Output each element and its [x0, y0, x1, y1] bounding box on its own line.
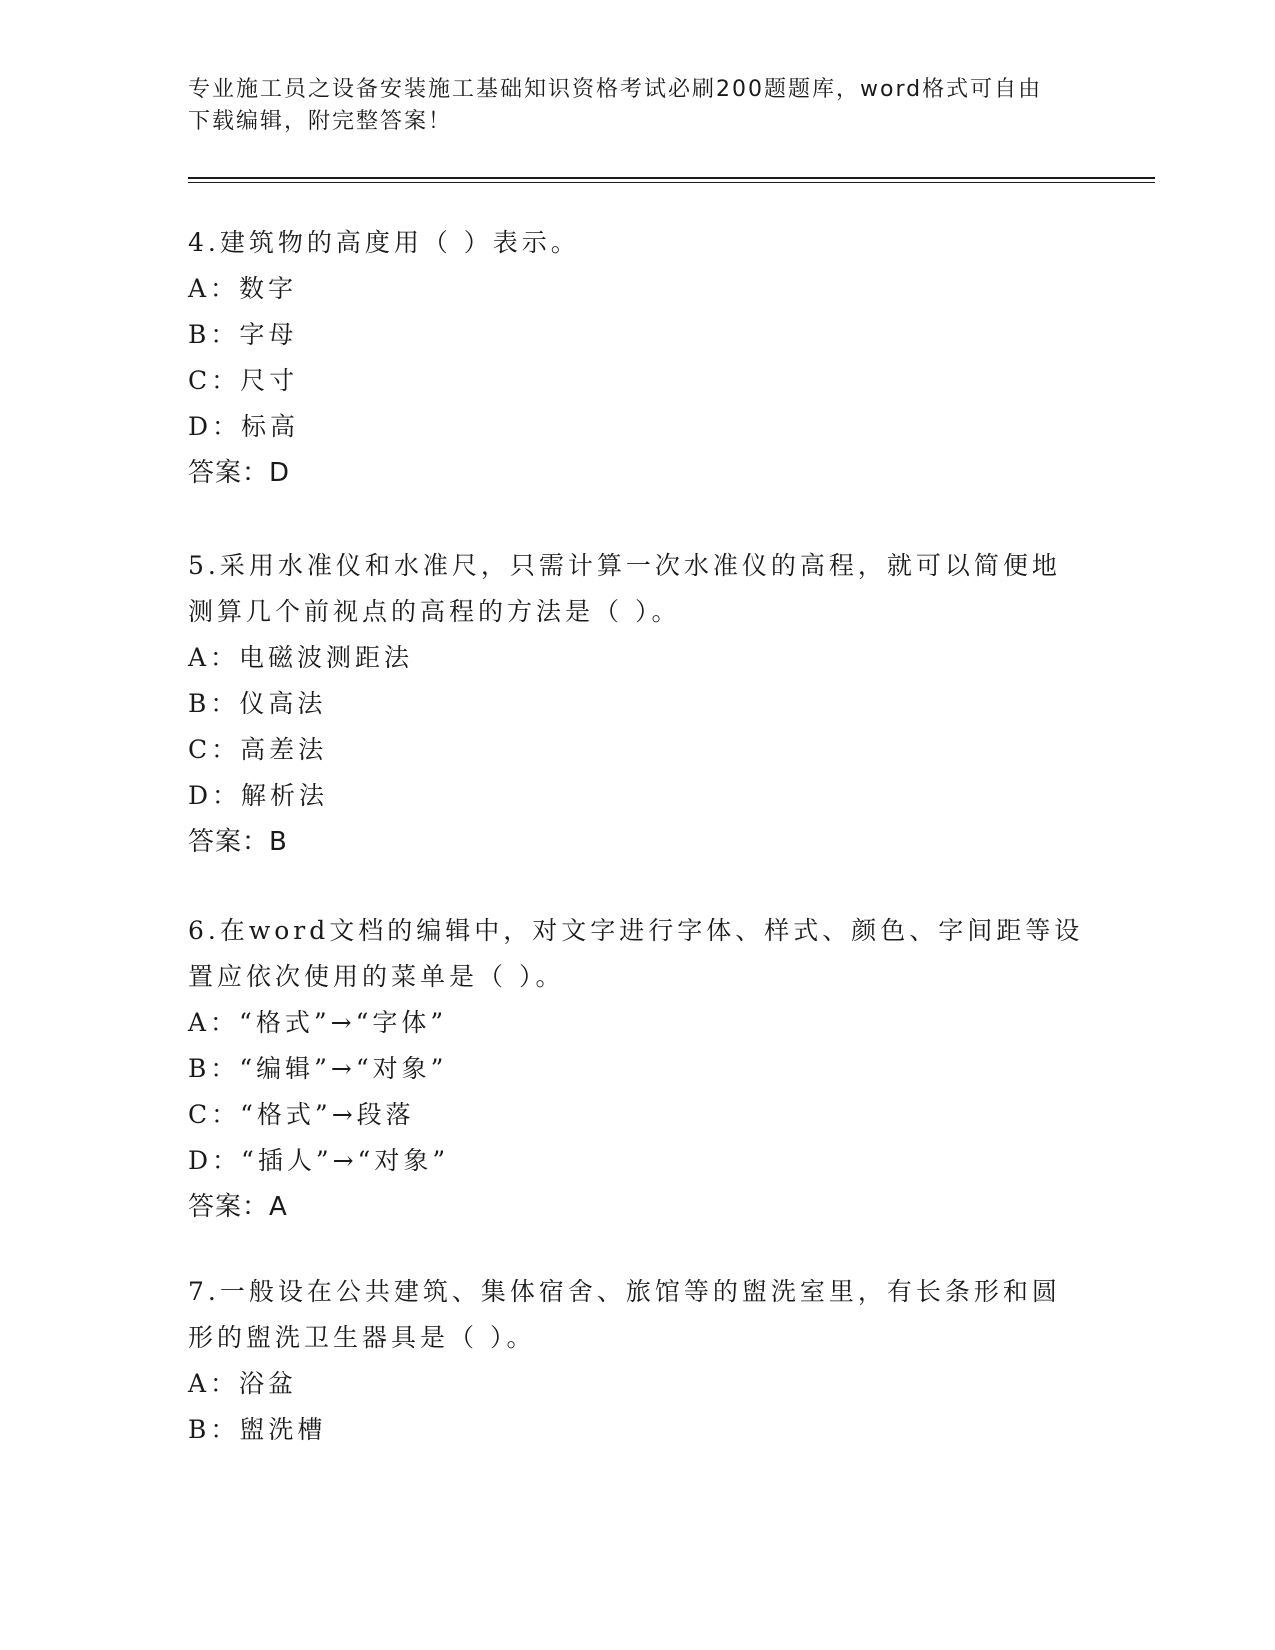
question-stem-line-2: 形的盥洗卫生器具是（ ）。	[188, 1323, 536, 1352]
document-header	[188, 74, 1078, 138]
question-stem-line-2: 测算几个前视点的高程的方法是（ ）。	[188, 597, 681, 626]
header-divider-thin	[188, 182, 1155, 183]
question-stem-line-1: 5.采用水准仪和水准尺，只需计算一次水准仪的高程，就可以简便地	[188, 551, 1061, 580]
option-b: B：“编辑”→“对象”	[188, 1054, 448, 1083]
answer: 答案：B	[188, 827, 288, 857]
option-d: D：解析法	[188, 781, 329, 810]
option-a: A：“格式”→“字体”	[188, 1008, 448, 1037]
option-d: D：标高	[188, 412, 300, 441]
option-a: A：浴盆	[188, 1369, 298, 1398]
option-c: C：“格式”→段落	[188, 1100, 415, 1129]
question-stem: 4.建筑物的高度用（ ）表示。	[188, 228, 580, 257]
header-divider-thick	[188, 177, 1155, 179]
answer: 答案：A	[188, 1192, 288, 1222]
option-a: A：电磁波测距法	[188, 643, 414, 672]
answer: 答案：D	[188, 458, 291, 488]
option-d: D：“插人”→“对象”	[188, 1146, 450, 1175]
header-line-2: 下载编辑，附完整答案！	[188, 109, 453, 134]
question-block	[188, 543, 1088, 865]
option-b: B：盥洗槽	[188, 1415, 327, 1444]
question-block	[188, 220, 1088, 496]
option-b: B：仪高法	[188, 689, 327, 718]
question-stem-line-2: 置应依次使用的菜单是（ ）。	[188, 962, 565, 991]
question-block	[188, 1269, 1088, 1453]
question-stem-line-1: 7.一般设在公共建筑、集体宿舍、旅馆等的盥洗室里，有长条形和圆	[188, 1277, 1061, 1306]
option-b: B：字母	[188, 320, 298, 349]
header-line-1: 专业施工员之设备安装施工基础知识资格考试必刷200题题库，word格式可自由	[188, 77, 1043, 102]
option-c: C：尺寸	[188, 366, 299, 395]
option-c: C：高差法	[188, 735, 328, 764]
question-block	[188, 908, 1088, 1230]
option-a: A：数字	[188, 274, 298, 303]
question-stem-line-1: 6.在word文档的编辑中，对文字进行字体、样式、颜色、字间距等设	[188, 916, 1084, 945]
